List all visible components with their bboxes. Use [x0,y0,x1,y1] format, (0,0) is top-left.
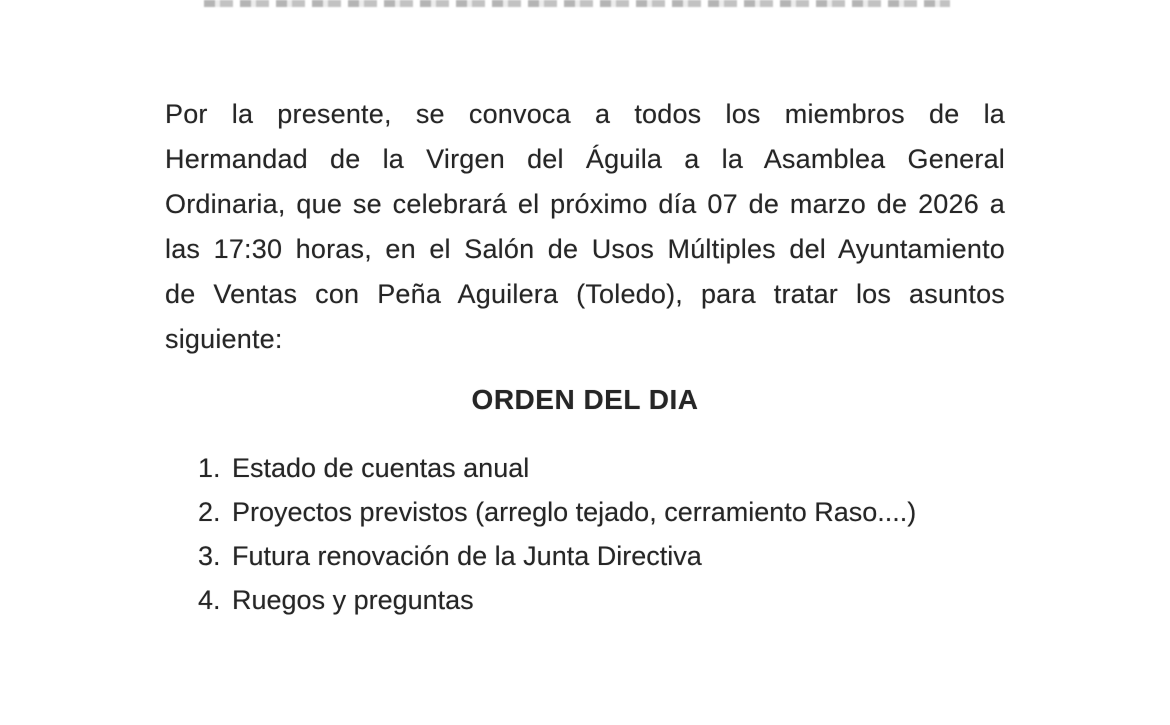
agenda-item-text: Ruegos y preguntas [232,585,474,615]
cut-off-text-remnant [204,0,950,7]
agenda-item-text: Estado de cuentas anual [232,453,530,483]
convocation-paragraph [165,92,1005,362]
agenda-item [198,446,1018,490]
agenda-list [198,446,1018,622]
agenda-item-text: Proyectos previstos (arreglo tejado, cerramiento Raso....) [232,497,917,527]
paragraph-line: Ordinaria, que se celebrará el próximo día 07 de marzo de 2026 a [165,189,1005,219]
paragraph-line: las 17:30 horas, en el Salón de Usos Múltiples del Ayuntamiento [165,234,1005,264]
paragraph-line: Hermandad de la Virgen del Águila a la Asamblea General [165,144,1005,174]
paragraph-line: Por la presente, se convoca a todos los miembros de la [165,99,1005,129]
agenda-item [198,578,1018,622]
agenda-item-number: 3. [198,541,221,571]
agenda-heading: ORDEN DEL DIA [471,384,699,415]
agenda-item-number: 1. [198,453,221,483]
agenda-item-number: 4. [198,585,221,615]
agenda-item [198,490,1018,534]
paragraph-line: siguiente: [165,324,283,354]
agenda-item-text: Futura renovación de la Junta Directiva [232,541,702,571]
paragraph-line: de Ventas con Peña Aguilera (Toledo), para tratar los asuntos [165,279,1005,309]
agenda-item [198,534,1018,578]
agenda-item-number: 2. [198,497,221,527]
